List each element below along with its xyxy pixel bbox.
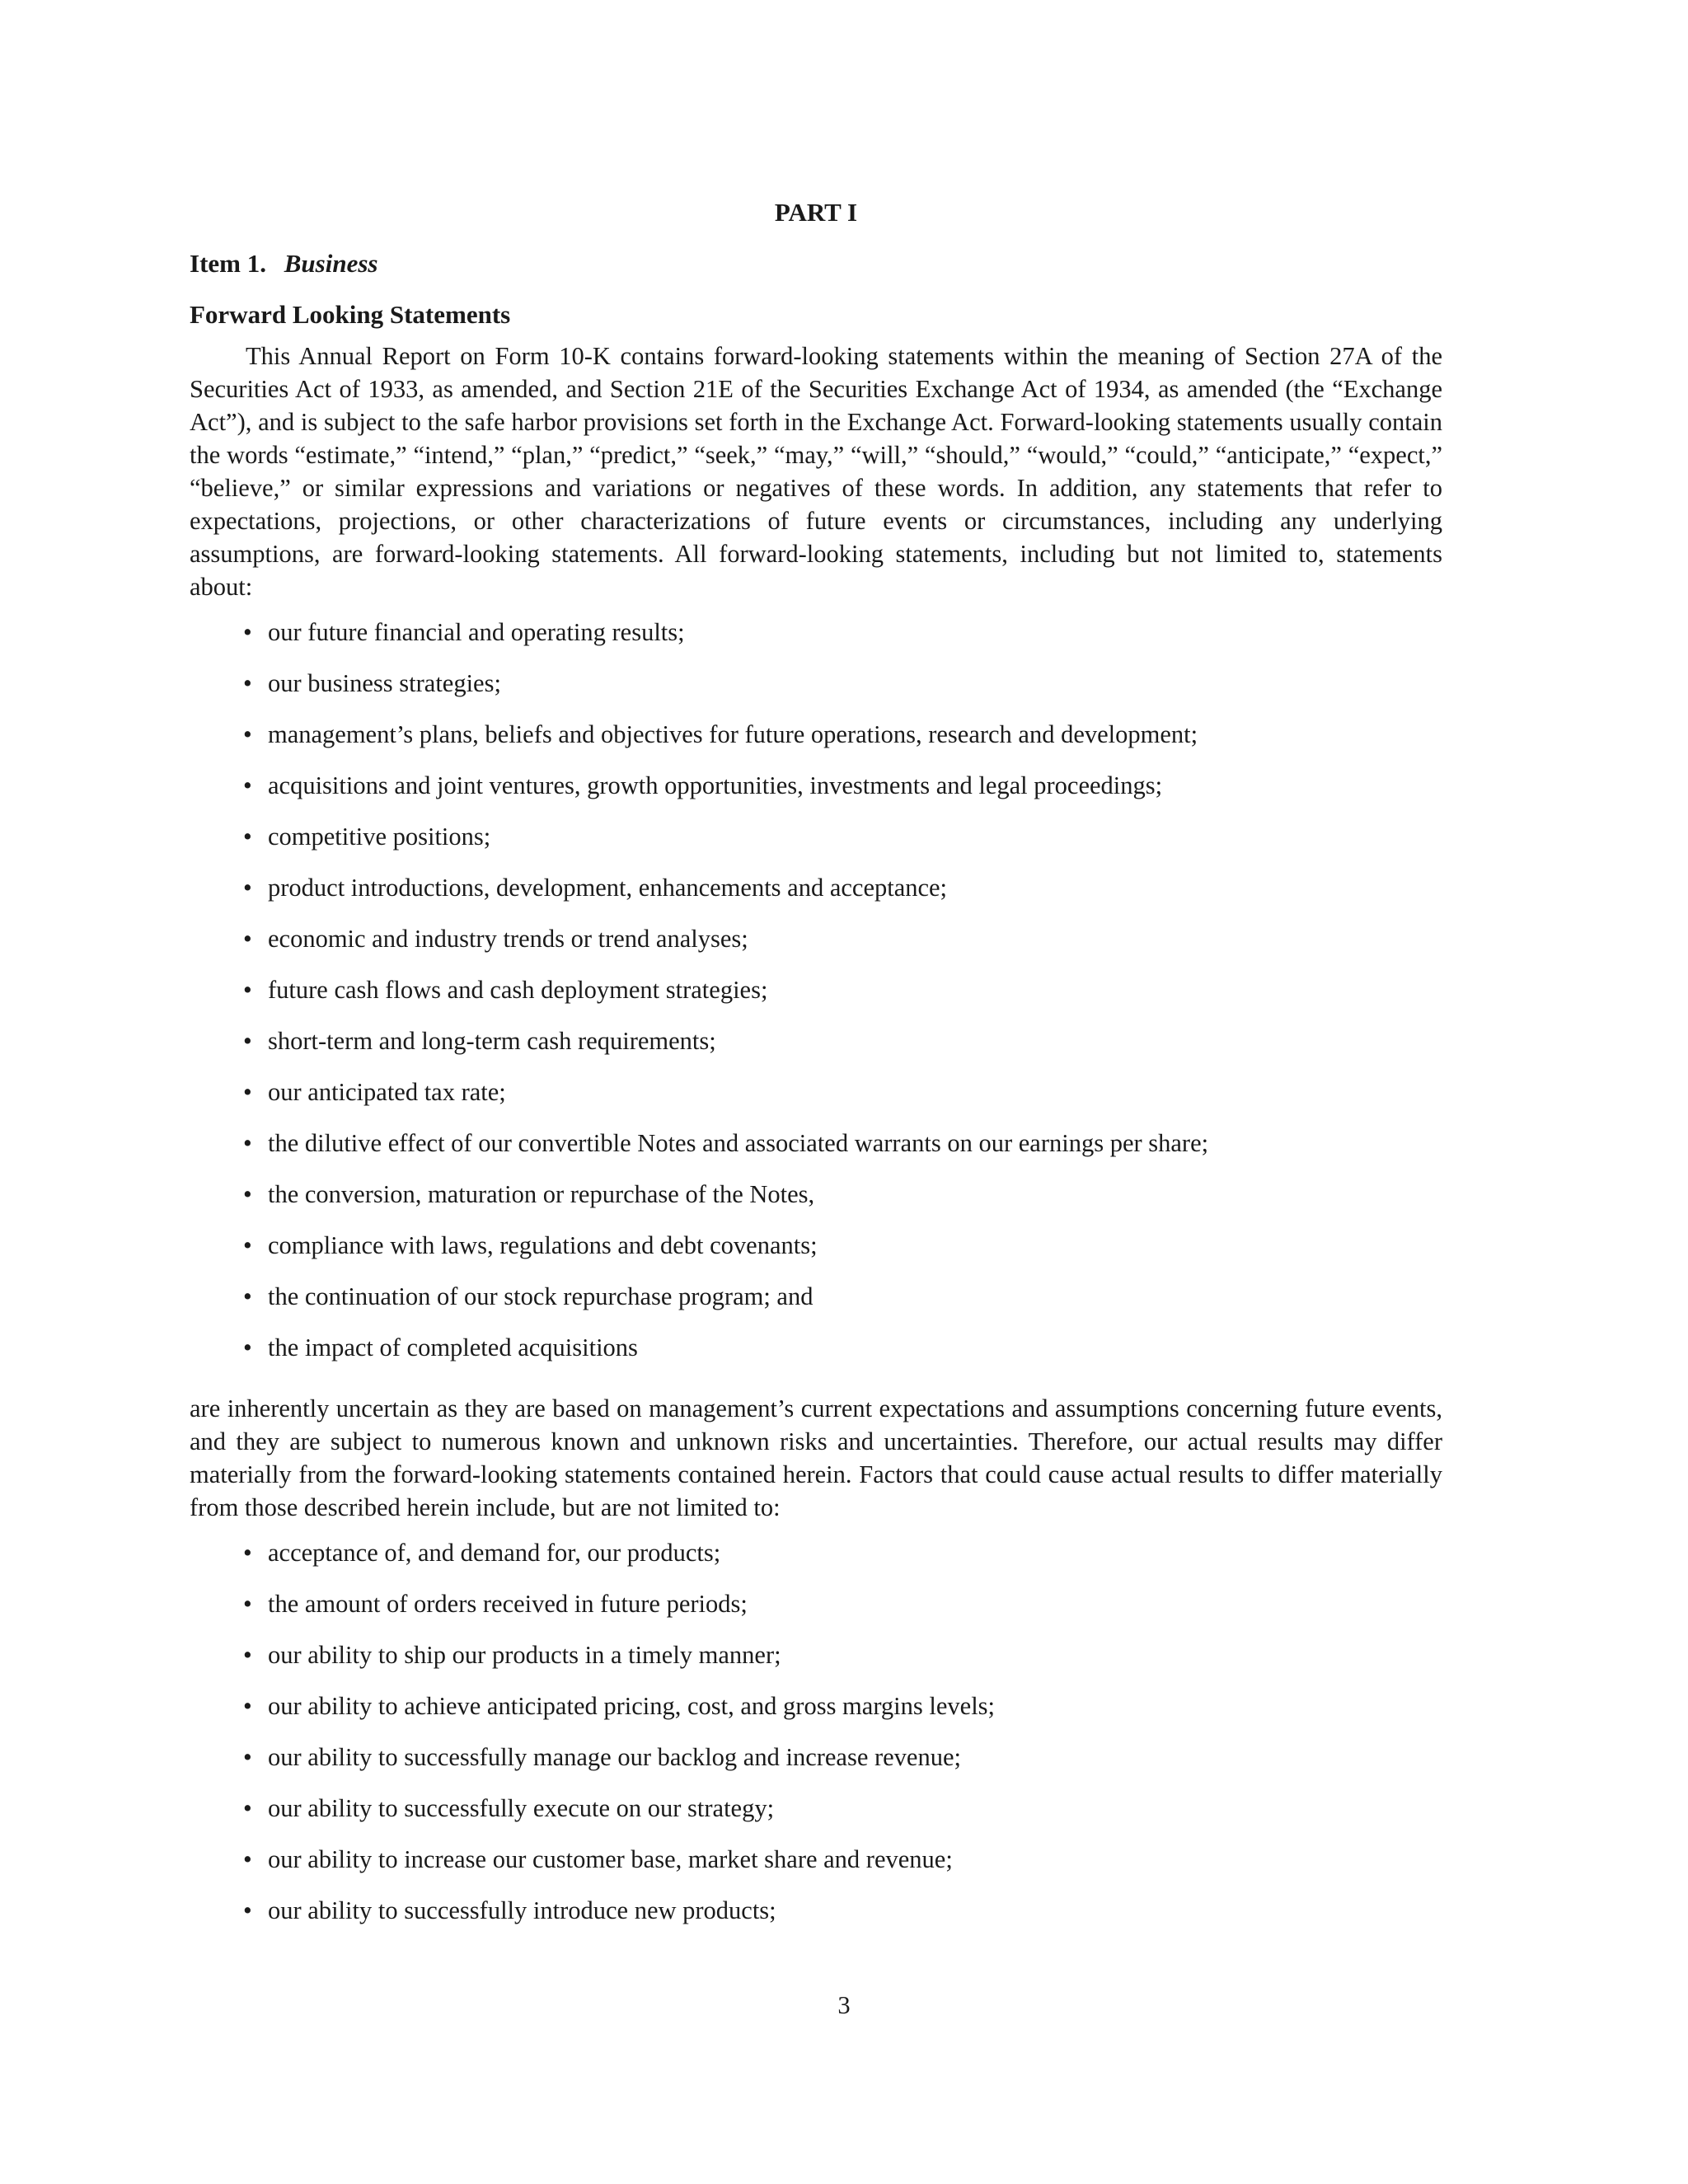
bullet-icon: • xyxy=(243,1333,252,1361)
page-number: 3 xyxy=(837,1991,851,2019)
bullet-icon: • xyxy=(243,618,252,646)
item-number: Item 1. xyxy=(190,249,266,278)
intro-paragraph: This Annual Report on Form 10-K contains forward-looking statements within the meaning of Section 27A of the Securities Act of 1933, as amended, and Section 21E of the Securities Exchange Act of 1934, as amended (the “Exchange Act”), and is subject to the safe harbor provisions set forth in the Exchange Act. Forward-looking statements usually contain the words “estimate,” “intend,” “plan,” “predict,” “seek,” “may,” “will,” “should,” “would,” “could,” “anticipate,” “expect,” “believe,” or similar expressions and variations or negatives of these words. In addition, any statements that refer to expectations, projections, or other characterizations of future events or circumstances, including any underlying assumptions, are forward-looking statements. All forward-looking statements, including but not limited to, statements about: xyxy=(190,342,1442,601)
list-item xyxy=(190,820,1442,871)
bullet-icon: • xyxy=(243,976,252,1004)
list-item xyxy=(190,1229,1442,1280)
list-item xyxy=(190,1741,1442,1792)
bullet-icon: • xyxy=(243,1845,252,1873)
list-item xyxy=(190,922,1442,973)
bullet-icon: • xyxy=(243,1180,252,1208)
list-item-text: the impact of completed acquisitions xyxy=(268,1333,638,1361)
list-item xyxy=(190,718,1442,769)
bullet-icon: • xyxy=(243,1078,252,1106)
list-item xyxy=(190,1024,1442,1076)
list-item xyxy=(190,973,1442,1024)
list-item xyxy=(190,1076,1442,1127)
bullet-icon: • xyxy=(243,1231,252,1259)
item-heading xyxy=(190,247,1442,280)
bullet-icon: • xyxy=(243,1590,252,1618)
section-heading: Forward Looking Statements xyxy=(190,300,511,329)
bullet-icon: • xyxy=(243,1692,252,1720)
bullet-icon: • xyxy=(243,1896,252,1924)
list-item xyxy=(190,667,1442,718)
list-item-text: management’s plans, beliefs and objectives for future operations, research and development; xyxy=(268,720,1198,748)
bullet-icon: • xyxy=(243,1794,252,1822)
bullet-icon: • xyxy=(243,1641,252,1669)
middle-paragraph: are inherently uncertain as they are based on management’s current expectations and assumptions concerning future events, and they are subject to numerous known and unknown risks and uncertainties. Therefore, our actual results may differ materially from the forward-looking statements contained herein. Factors that could cause actual results to differ materially from those described herein include, but are not limited to: xyxy=(190,1394,1442,1521)
list-item-text: our ability to increase our customer base, market share and revenue; xyxy=(268,1845,953,1873)
list-item-text: acquisitions and joint ventures, growth opportunities, investments and legal proceedings; xyxy=(268,771,1163,799)
bullet-icon: • xyxy=(243,669,252,697)
document-page xyxy=(190,196,1442,1955)
list-item xyxy=(190,1843,1442,1894)
bullet-icon: • xyxy=(243,823,252,851)
list-item-text: short-term and long-term cash requirements; xyxy=(268,1027,716,1055)
factors-list xyxy=(190,1536,1442,1945)
list-item-text: our ability to successfully execute on our strategy; xyxy=(268,1794,775,1822)
list-item xyxy=(190,1587,1442,1638)
list-item-text: the conversion, maturation or repurchase of the Notes, xyxy=(268,1180,815,1208)
list-item xyxy=(190,1792,1442,1843)
list-item xyxy=(190,1331,1442,1382)
bullet-icon: • xyxy=(243,1743,252,1771)
bullet-icon: • xyxy=(243,1027,252,1055)
bullet-icon: • xyxy=(243,925,252,953)
list-item xyxy=(190,871,1442,922)
list-item xyxy=(190,616,1442,667)
list-item-text: compliance with laws, regulations and debt covenants; xyxy=(268,1231,818,1259)
list-item-text: economic and industry trends or trend analyses; xyxy=(268,925,748,953)
list-item-text: the dilutive effect of our convertible Notes and associated warrants on our earnings per share; xyxy=(268,1129,1209,1157)
list-item-text: our ability to successfully introduce new products; xyxy=(268,1896,776,1924)
list-item-text: our ability to successfully manage our backlog and increase revenue; xyxy=(268,1743,961,1771)
list-item xyxy=(190,1894,1442,1945)
list-item-text: the amount of orders received in future periods; xyxy=(268,1590,748,1618)
list-item-text: the continuation of our stock repurchase program; and xyxy=(268,1282,814,1310)
list-item-text: our ability to achieve anticipated pricing, cost, and gross margins levels; xyxy=(268,1692,996,1720)
list-item-text: our business strategies; xyxy=(268,669,501,697)
list-item xyxy=(190,1280,1442,1331)
bullet-icon: • xyxy=(243,874,252,902)
list-item xyxy=(190,1690,1442,1741)
list-item-text: future cash flows and cash deployment strategies; xyxy=(268,976,768,1004)
list-item-text: our ability to ship our products in a timely manner; xyxy=(268,1641,781,1669)
list-item-text: our anticipated tax rate; xyxy=(268,1078,506,1106)
list-item-text: our future financial and operating results; xyxy=(268,618,685,646)
list-item xyxy=(190,1536,1442,1587)
part-title: PART I xyxy=(774,198,858,227)
list-item xyxy=(190,769,1442,820)
bullet-icon: • xyxy=(243,1539,252,1567)
bullet-icon: • xyxy=(243,1282,252,1310)
list-item-text: acceptance of, and demand for, our products; xyxy=(268,1539,721,1567)
bullet-icon: • xyxy=(243,720,252,748)
bullet-icon: • xyxy=(243,1129,252,1157)
list-item xyxy=(190,1178,1442,1229)
list-item xyxy=(190,1127,1442,1178)
list-item-text: product introductions, development, enhancements and acceptance; xyxy=(268,874,948,902)
list-item-text: competitive positions; xyxy=(268,823,491,851)
list-item xyxy=(190,1638,1442,1690)
statements-list xyxy=(190,616,1442,1382)
item-name: Business xyxy=(284,249,378,278)
bullet-icon: • xyxy=(243,771,252,799)
